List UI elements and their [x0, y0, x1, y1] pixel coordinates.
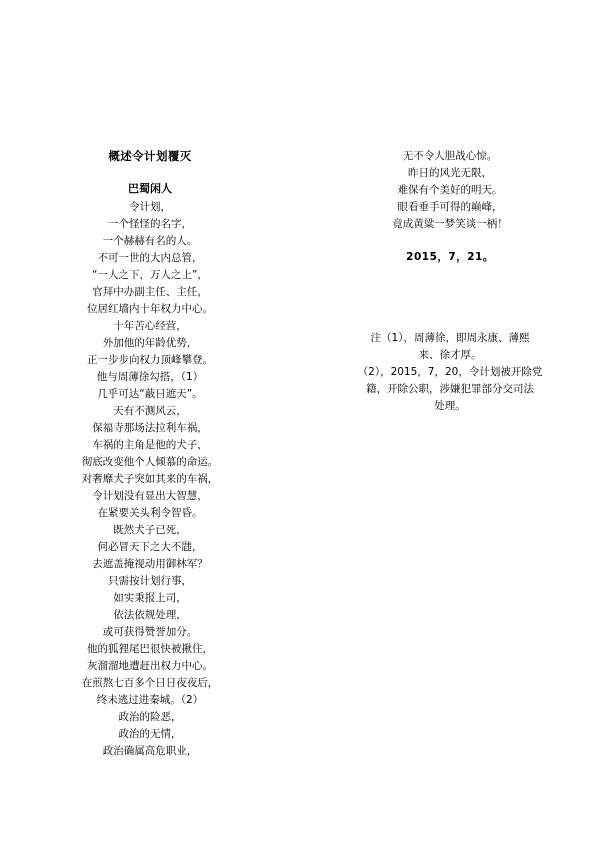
verse-line: 去遮盖掩视动用御林军？	[92, 557, 208, 570]
verse-line: 十年苦心经营，	[113, 319, 187, 332]
footnote-line: 注（1），周薄徐，即周永康、薄熙	[370, 332, 530, 344]
verse-line: 在煎熬七百多个日日夜夜后，	[81, 676, 219, 689]
verse-line: 竟成黄粱一梦笑谈一柄！	[392, 218, 508, 230]
verse-line: 灰溜溜地遭赶出权力中心。	[87, 659, 213, 672]
author-name: 巴蜀闲人	[128, 181, 172, 195]
stanza	[0, 471, 300, 522]
poem-body-right	[300, 148, 600, 233]
verse-line: 几乎可达“蔽日遮天”。	[97, 387, 203, 400]
stanza	[0, 522, 300, 573]
verse-line: 无不令人胆战心惊。	[402, 150, 498, 162]
stanza	[0, 675, 300, 709]
footnotes	[300, 330, 600, 415]
verse-line: 如实秉报上司，	[113, 591, 187, 604]
verse-line: 令计划，	[129, 200, 171, 213]
page-title: 概述令计划覆灭	[108, 149, 192, 163]
stanza	[0, 318, 300, 369]
stanza	[0, 573, 300, 641]
stanza	[300, 148, 600, 233]
verse-line: 令计划没有显出大智慧，	[92, 489, 208, 502]
verse-line: 正一步步向权力顶峰攀登。	[87, 353, 213, 366]
verse-line: 政治的无情，	[118, 727, 182, 740]
verse-line: 政治的险恶，	[118, 710, 182, 723]
stanza	[0, 369, 300, 403]
verse-line: 政治确属高危职业，	[102, 744, 198, 757]
stanza	[0, 709, 300, 760]
verse-line: 既然犬子已死，	[113, 523, 187, 536]
verse-line: 只需按计划行事，	[108, 574, 192, 587]
footnote-line: 籍，开除公职，涉嫌犯罪部分交司法	[366, 383, 534, 395]
verse-line: 外加他的年龄优势，	[102, 336, 198, 349]
footnote-line: 处理。	[434, 400, 466, 412]
verse-line: 他的狐狸尾巴很快被揪住，	[87, 642, 213, 655]
verse-line: 不可一世的大内总管，	[97, 251, 203, 264]
verse-line: 何必冒天下之大不韪，	[97, 540, 203, 553]
verse-line: 官拜中办副主任、主任，	[92, 285, 208, 298]
footnote-line: （2），2015，7，20，令计划被开除党	[357, 366, 543, 378]
verse-line: 一个赫赫有名的人。	[102, 234, 198, 247]
left-column	[0, 148, 300, 760]
stanza	[0, 641, 300, 675]
stanza	[0, 403, 300, 471]
verse-line: 在紧要关头利令智昏。	[97, 506, 203, 519]
verse-line: 对奢靡犬子突如其来的车祸，	[81, 472, 219, 485]
right-column	[300, 148, 600, 415]
signature-date: 2015，7，21。	[406, 251, 494, 263]
verse-line: 或可获得赞誉加分。	[102, 625, 198, 638]
verse-line: 天有不测风云，	[113, 404, 187, 417]
stanza	[0, 199, 300, 250]
verse-line: 依法依规处理，	[113, 608, 187, 621]
verse-line: 难保有个美好的明天。	[397, 184, 503, 196]
verse-line: “一人之下，万人之上”，	[92, 268, 208, 281]
footnote-line: 来、徐才厚。	[418, 349, 482, 361]
verse-line: 保福寺那场法拉利车祸，	[92, 421, 208, 434]
poem-body-left	[0, 199, 300, 760]
stanza	[0, 250, 300, 318]
verse-line: 终未逃过进秦城。（2）	[96, 693, 204, 706]
verse-line: 一个怪怪的名字，	[108, 217, 192, 230]
verse-line: 他与周薄徐勾搭，（1）	[96, 370, 204, 383]
verse-line: 昨日的风光无限，	[408, 167, 492, 179]
verse-line: 位居红墙内十年权力中心。	[87, 302, 213, 315]
verse-line: 车祸的主角是他的犬子，	[92, 438, 208, 451]
verse-line: 眼看垂手可得的巅峰，	[397, 201, 503, 213]
two-column-layout	[0, 148, 600, 760]
verse-line: 彻底改变他个人倾慕的命运。	[81, 455, 219, 468]
